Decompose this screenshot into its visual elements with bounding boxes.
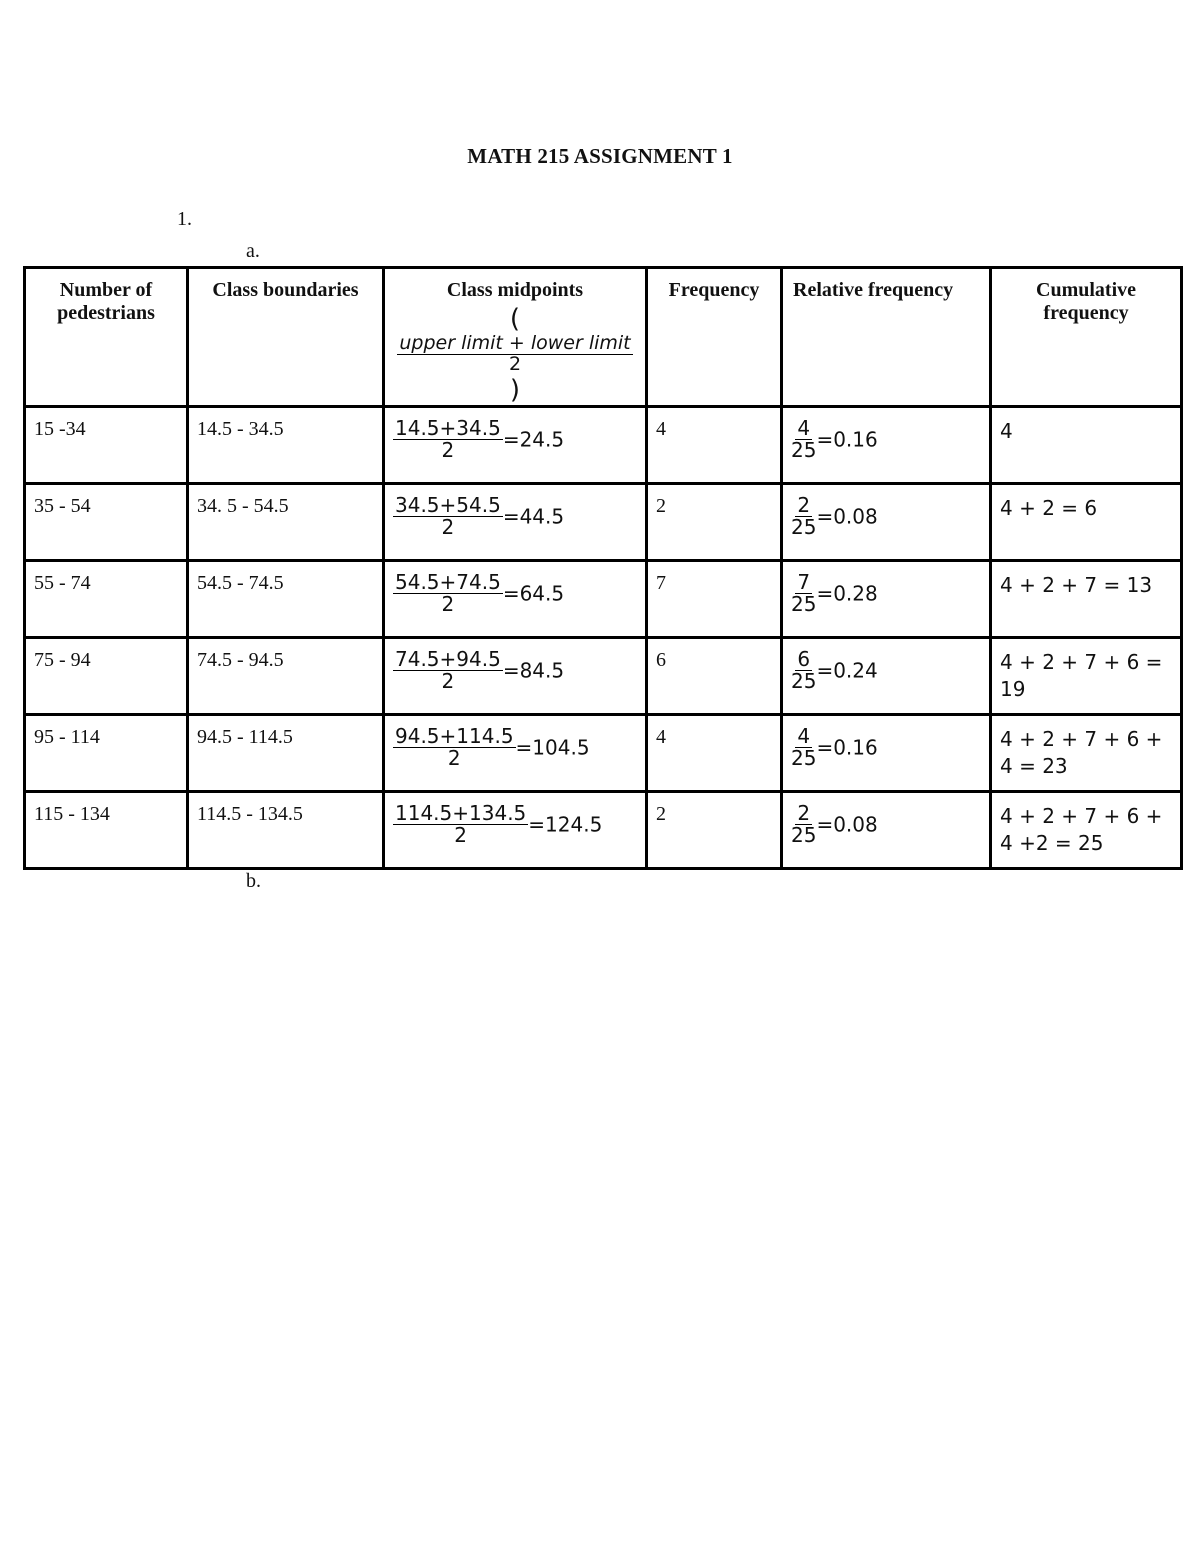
relative-denominator: 25 (791, 437, 817, 462)
midpoint-value: =24.5 (502, 427, 565, 452)
relative-value: =0.08 (816, 812, 878, 837)
cell-boundaries: 34. 5 - 54.5 (188, 483, 384, 560)
relative-value: =0.16 (816, 427, 878, 452)
cell-frequency: 4 (647, 714, 782, 791)
relative-denominator: 25 (791, 822, 817, 847)
midpoint-denominator: 2 (447, 745, 461, 770)
relative-numerator: 7 (797, 569, 811, 594)
cell-cumulative: 4 + 2 + 7 = 13 (991, 560, 1182, 637)
midpoint-denominator: 2 (441, 591, 455, 616)
cell-relative-frequency (782, 637, 991, 714)
midpoint-value: =64.5 (502, 581, 565, 606)
cell-boundaries: 14.5 - 34.5 (188, 406, 384, 483)
table-row (25, 791, 1182, 868)
midpoint-numerator: 54.5+74.5 (395, 569, 501, 594)
cell-boundaries: 54.5 - 74.5 (188, 560, 384, 637)
part-b-label: b. (246, 870, 261, 892)
cell-frequency: 2 (647, 483, 782, 560)
frequency-table (23, 266, 1183, 870)
cell-classes: 95 - 114 (25, 714, 188, 791)
relative-value: =0.08 (816, 504, 878, 529)
table-row (25, 483, 1182, 560)
cell-midpoint (384, 406, 647, 483)
relative-denominator: 25 (791, 745, 817, 770)
midpoint-value: =124.5 (528, 812, 603, 837)
relative-denominator: 25 (791, 668, 817, 693)
cell-classes: 15 -34 (25, 406, 188, 483)
table-header-row (25, 268, 1182, 407)
cell-classes: 55 - 74 (25, 560, 188, 637)
header-boundaries: Class boundaries (188, 268, 384, 407)
cell-midpoint (384, 791, 647, 868)
question-number: 1. (177, 208, 192, 230)
midpoint-value: =104.5 (515, 735, 590, 760)
midpoint-numerator: 94.5+114.5 (395, 723, 514, 748)
midpoint-formula: ( $\frac{\text{upper limit + lower limit}}{2}$ ) (399, 304, 631, 405)
cell-frequency: 7 (647, 560, 782, 637)
cell-frequency: 4 (647, 406, 782, 483)
relative-numerator: 2 (797, 492, 811, 517)
cell-frequency: 6 (647, 637, 782, 714)
header-midpoints (384, 268, 647, 407)
cell-relative-frequency (782, 791, 991, 868)
cell-cumulative: 4 + 2 + 7 + 6 = 19 (991, 637, 1182, 714)
header-cumulative-frequency: Cumulative frequency (991, 268, 1182, 407)
midpoint-denominator: 2 (441, 668, 455, 693)
header-pedestrians: Number of pedestrians (25, 268, 188, 407)
relative-numerator: 4 (797, 415, 811, 440)
cell-classes: 115 - 134 (25, 791, 188, 868)
midpoint-denominator: 2 (454, 822, 467, 847)
midpoint-value: =44.5 (502, 504, 565, 529)
cell-cumulative: 4 + 2 + 7 + 6 + 4 = 23 (991, 714, 1182, 791)
midpoint-numerator: 14.5+34.5 (395, 415, 501, 440)
table-row (25, 714, 1182, 791)
cell-boundaries: 94.5 - 114.5 (188, 714, 384, 791)
relative-numerator: 4 (797, 723, 811, 748)
header-relative-frequency: Relative frequency (782, 268, 991, 407)
cell-cumulative: 4 + 2 + 7 + 6 + 4 +2 = 25 (991, 791, 1182, 868)
relative-value: =0.24 (816, 658, 878, 683)
cell-midpoint (384, 560, 647, 637)
table-row (25, 637, 1182, 714)
cell-frequency: 2 (647, 791, 782, 868)
midpoint-denominator: 2 (441, 514, 455, 539)
table-row (25, 406, 1182, 483)
page-title: MATH 215 ASSIGNMENT 1 (467, 144, 733, 168)
cell-relative-frequency (782, 406, 991, 483)
cell-classes: 75 - 94 (25, 637, 188, 714)
cell-classes: 35 - 54 (25, 483, 188, 560)
midpoint-numerator: 114.5+134.5 (395, 800, 527, 825)
midpoint-denominator: 2 (441, 437, 455, 462)
cell-midpoint (384, 714, 647, 791)
table-row (25, 560, 1182, 637)
relative-denominator: 25 (791, 591, 817, 616)
cell-relative-frequency (782, 560, 991, 637)
cell-midpoint (384, 483, 647, 560)
midpoint-value: =84.5 (502, 658, 565, 683)
relative-value: =0.28 (816, 581, 878, 606)
part-a-label: a. (246, 240, 260, 262)
cell-boundaries: 74.5 - 94.5 (188, 637, 384, 714)
cell-relative-frequency (782, 714, 991, 791)
midpoint-numerator: 74.5+94.5 (395, 646, 501, 671)
midpoint-numerator: 34.5+54.5 (395, 492, 501, 517)
relative-numerator: 2 (797, 800, 811, 825)
relative-denominator: 25 (791, 514, 817, 539)
cell-boundaries: 114.5 - 134.5 (188, 791, 384, 868)
cell-cumulative: 4 + 2 = 6 (991, 483, 1182, 560)
relative-value: =0.16 (816, 735, 878, 760)
cell-relative-frequency (782, 483, 991, 560)
header-midpoints-label: Class midpoints (446, 279, 584, 301)
relative-numerator: 6 (797, 646, 811, 671)
midpoint-formula-numerator: upper limit + lower limit (399, 332, 631, 354)
header-frequency: Frequency (647, 268, 782, 407)
cell-midpoint (384, 637, 647, 714)
cell-cumulative: 4 (991, 406, 1182, 483)
midpoint-formula-denominator: 2 (508, 352, 522, 375)
